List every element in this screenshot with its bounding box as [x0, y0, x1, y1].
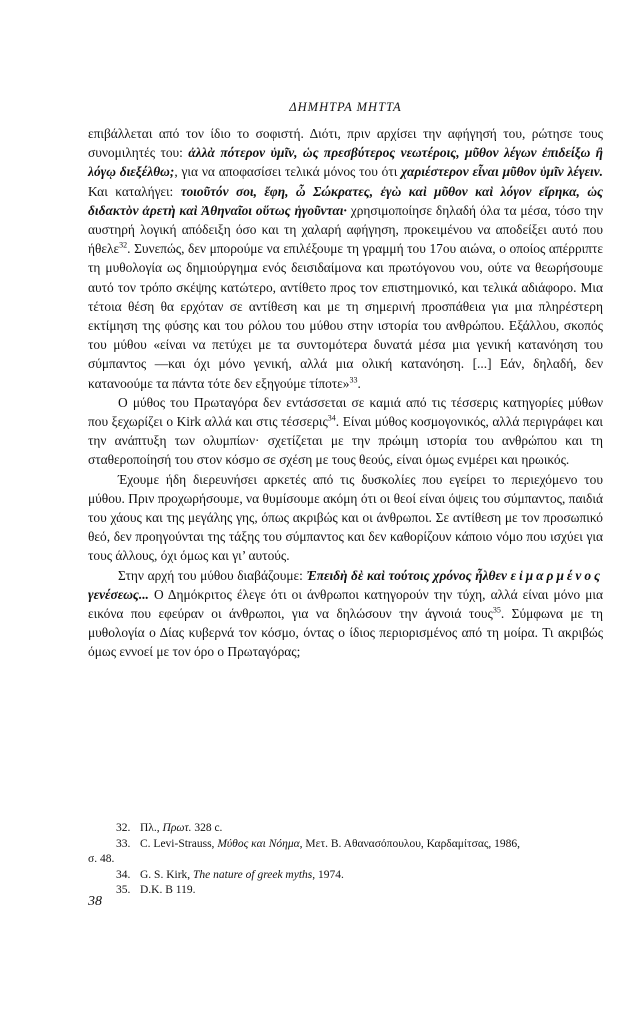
- footnote-ref: 34: [327, 413, 336, 423]
- footnote-ref: 35: [492, 605, 501, 615]
- footnote: [88, 868, 603, 884]
- quote-ancient-greek: τοιοῦτόν σοι, ἔφη, ὦ Σώκρατες, ἐγὼ καὶ μῦθον καὶ λόγον εἴρηκα, ὡς διδακτὸν ἀρετὴ καὶ Ἀθηναῖοι οὕτως ἡγοῦνται·: [88, 183, 603, 218]
- text-run: Στην αρχή του μύθου διαβάζουμε:: [118, 567, 307, 583]
- quote-ancient-greek: Ἐπειδὴ δὲ καὶ τούτοις χρόνος ἦλθεν: [306, 567, 511, 583]
- text-run: . Συνεπώς, δεν μπορούμε να επιλέξουμε τη γραμμή του 17ου αιώνα, ο οποίος απέρριπτε τη μυθολογία ως δημιούργημα ενός δεισιδαίμονα και πρωτόγονου νου, ούτε να θεωρήσουμε αυτό τον τρόπο σκέψης κατώτερο, αντίθετο προς τον επιστημονικό, και τελικά αδιάφορο. Μια τέτοια θέση θα ερχόταν σε αντίθεση και με τη σημερινή προσπάθεια για μια πληρέστερη εκτίμηση της φύσης και του ρόλου του μύθου στην ιστορία του ανθρώπου. Εξάλλου, σκοπός του μύθου «είναι να πετύχει με τα συντομότερα δυνατά μέσα μια γενική κατανόηση του σύμπαντος —και όχι μόνο γενική, αλλά μια ολική κατανόηση. [...] Εάν, δηλαδή, δεν κατανοούμε τα πάντα τότε δεν εξηγούμε τίποτε»: [88, 241, 603, 391]
- footnote-text: C. Levi-Strauss,: [140, 837, 218, 850]
- text-run: Ο μύθος του Πρωταγόρα δεν εντάσσεται σε καμιά από τις τέσσερις κατηγορίες μύθων που ξεχωρίζει ο Kirk αλλά και στις τέσσερις: [88, 394, 603, 430]
- footnote-number: 33.: [116, 837, 131, 850]
- footnote-text: , 1974.: [312, 868, 344, 881]
- footnotes: [88, 821, 603, 899]
- text-run: χρησιμοποίησε δηλαδή όλα τα μέσα, τόσο την αυστηρή λογική απόδειξη όσο και τη χαλαρή αφήγηση, προκειμένου να αποδείξει αυτό που ήθελε: [88, 202, 603, 257]
- footnote-text: D.K. B 119.: [140, 884, 196, 896]
- footnote-title: Μύθος και Νόημα: [217, 837, 300, 850]
- footnote-text: G. S. Kirk,: [140, 868, 194, 881]
- text-run: Ο Δημόκριτος έλεγε ότι οι άνθρωποι κατηγορούν την τύχη, αλλά είναι μόνο μια εικόνα που εφεύραν οι άνθρωποι, για να δηλώσουν την άγνοιά τους: [88, 586, 603, 622]
- footnote-title: Πρωτ.: [162, 822, 192, 834]
- text-run: επιβάλλεται από τον ίδιο το σοφιστή. Διότι, πριν αρχίσει την αφήγησή του, ρώτησε τους συνομιλητές του:: [88, 126, 603, 161]
- footnote-title: The nature of greek myths: [193, 868, 313, 881]
- paragraph-3: [88, 470, 603, 566]
- footnote: [88, 883, 603, 899]
- footnote: [88, 837, 603, 853]
- text-run: Έχουμε ήδη διερευνήσει αρκετές από τις δυσκολίες που εγείρει το περιεχόμενο του μύθου. Πριν προχωρήσουμε, να θυμίσουμε ακόμη ότι οι θεοί είναι όψεις του σύμπαντος, παιδιά του χάους και της μεγάλης γης, όπως ακριβώς και οι άνθρωποι. Σε αντίθεση με τον προσωπικό θεό, δεν προηγούνται της τάξης του σύμπαντος και δεν καθορίζουν κάποιο νόμο που ισχύει για τους άλλους, όχι όμως και γι’ αυτούς.: [88, 471, 603, 564]
- quote-ancient-greek-spaced: εἱμαρμένος: [510, 567, 603, 583]
- footnote-ref: 33: [349, 375, 358, 385]
- body-text: [88, 124, 603, 662]
- paragraph-4: [88, 566, 603, 662]
- paragraph-2: [88, 393, 603, 470]
- page-number: 38: [88, 894, 102, 909]
- footnote-continuation: σ. 48.: [88, 853, 115, 865]
- running-head: ΔΗΜΗΤΡΑ ΜΗΤΤΑ: [289, 100, 402, 114]
- footnote-number: 32.: [116, 822, 131, 834]
- text-run: .: [357, 375, 361, 391]
- text-run: Και καταλήγει:: [88, 183, 181, 199]
- footnote-ref: 32: [119, 240, 128, 250]
- footnote: [88, 821, 603, 837]
- text-run: . Σύμφωνα με τη μυθολογία ο Δίας κυβερνά τον κόσμο, όντας ο ίδιος περιορισμένος από τη μοίρα. Τι ακριβώς όμως εννοεί με τον όρο ο Πρωταγόρας;: [88, 606, 603, 660]
- footnote-number: 35.: [116, 884, 131, 896]
- quote-ancient-greek: ἀλλὰ πότερον ὑμῖν, ὡς πρεσβύτερος νεωτέροις, μῦθον λέγων ἐπιδείξω ἢ λόγῳ διεξέλθω;: [88, 145, 603, 180]
- footnote-text: , Μετ. Β. Αθανασόπουλου, Καρδαμίτσας, 1986,: [299, 837, 521, 850]
- footnote-text: Πλ.,: [140, 822, 163, 834]
- quote-ancient-greek: χαριέστερον εἶναι μῦθον ὑμῖν λέγειν.: [401, 164, 603, 180]
- footnote-number: 34.: [116, 868, 131, 881]
- paragraph-1: [88, 124, 603, 393]
- footnote-text: 328 c.: [191, 822, 223, 834]
- quote-ancient-greek: γενέσεως...: [88, 586, 149, 602]
- text-run: . Είναι μύθος κοσμογονικός, αλλά περιγράφει και την ανάπτυξη των ολυμπίων· σχετίζεται με την πρώιμη ιστορία του ανθρώπου και τη σταθεροποίησή του στον κόσμο σε σχέση με τους θεούς, είναι όμως ενμέρει και ηρωικός.: [88, 414, 603, 468]
- text-run: , για να αποφασίσει τελικά μόνος του ότι: [174, 164, 402, 180]
